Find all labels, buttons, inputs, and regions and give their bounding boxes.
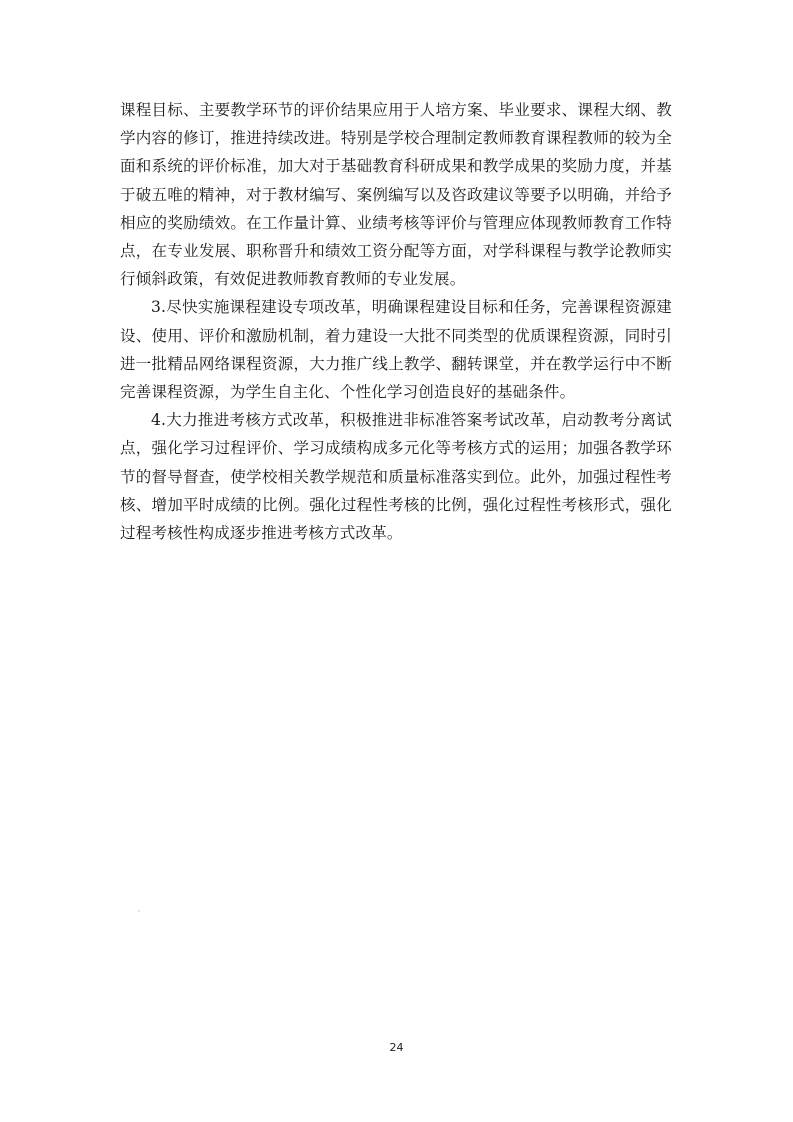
document-body: [120, 96, 672, 547]
paragraph-assessment-reform: 4.大力推进考核方式改革，积极推进非标准答案考试改革，启动教考分离试点，强化学习过程评价、学习成绩构成多元化等考核方式的运用；加强各教学环节的督导督查，使学校相关教学规范和质量标准落实到位。此外，加强过程性考核、增加平时成绩的比例。强化过程性考核的比例，强化过程性考核形式，强化过程考核性构成逐步推进考核方式改革。: [120, 411, 672, 543]
paragraph-evaluation-continuation: 课程目标、主要教学环节的评价结果应用于人培方案、毕业要求、课程大纲、教学内容的修订，推进持续改进。特别是学校合理制定教师教育课程教师的较为全面和系统的评价标准，加大对于基础教育科研成果和教学成果的奖励力度，并基于破五唯的精神，对于教材编写、案例编写以及咨政建议等要予以明确，并给予相应的奖励绩效。在工作量计算、业绩考核等评价与管理应体现教师教育工作特点，在专业发展、职称晋升和绩效工资分配等方面，对学科课程与教学论教师实行倾斜政策，有效促进教师教育教师的专业发展。: [120, 101, 672, 289]
paragraph-course-reform: 3.尽快实施课程建设专项改革，明确课程建设目标和任务，完善课程资源建设、使用、评价和激励机制，着力建设一大批不同类型的优质课程资源，同时引进一批精品网络课程资源，大力推广线上教学、翻转课堂，并在教学运行中不断完善课程资源，为学生自主化、个性化学习创造良好的基础条件。: [120, 298, 672, 402]
page-number: 24: [389, 1041, 404, 1054]
scan-speck: [138, 910, 140, 912]
